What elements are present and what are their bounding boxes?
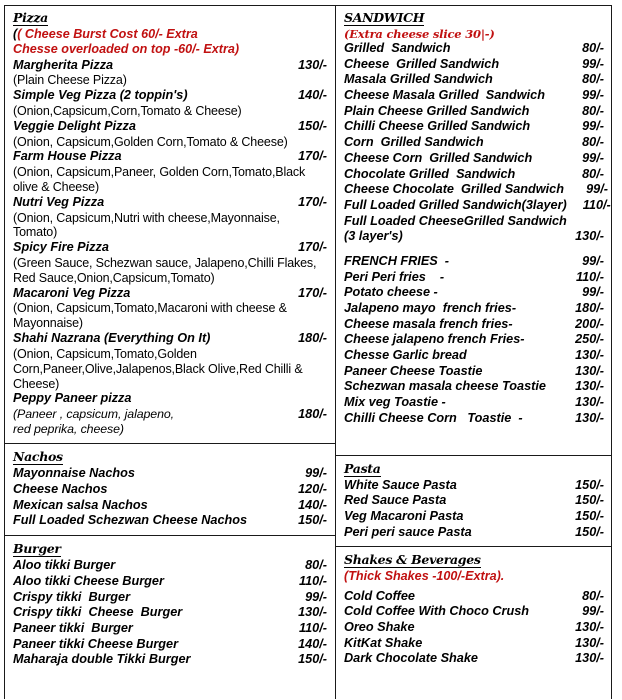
item-name: Oreo Shake <box>344 620 415 634</box>
item-price: 99/- <box>582 604 604 619</box>
sandwich-note: (Extra cheese slice 30|-) <box>344 27 495 41</box>
menu-item <box>13 574 327 590</box>
menu-item <box>344 620 604 636</box>
item-price: 170/- <box>298 240 327 255</box>
item-price: 130/- <box>298 57 327 72</box>
item-name: Mexican salsa Nachos <box>13 497 148 512</box>
item-price: 150/- <box>575 524 604 539</box>
item-name: Jalapeno mayo french fries- <box>344 301 517 316</box>
menu-item <box>13 286 327 302</box>
item-price: 80/- <box>582 135 604 150</box>
item-price: 110/- <box>576 269 604 284</box>
item-description: (Paneer , capsicum, jalapeno, <box>13 407 175 422</box>
menu-item <box>344 182 608 198</box>
peppy-paneer-description-row <box>13 407 327 422</box>
item-name: Peri peri sauce Pasta <box>344 524 472 539</box>
item-name: Crispy tikki Cheese Burger <box>13 605 183 620</box>
item-name: Chilli Cheese Grilled Sandwich <box>344 119 531 134</box>
item-price: 130/- <box>575 379 604 394</box>
menu-item <box>344 525 604 541</box>
item-price: 99/- <box>305 466 327 481</box>
item-price: 110/- <box>299 620 327 635</box>
item-name: Cheese Masala Grilled Sandwich <box>344 88 545 103</box>
item-name: Mayonnaise Nachos <box>13 466 135 481</box>
spacer <box>344 427 604 453</box>
item-price: 99/- <box>582 119 604 134</box>
item-price: 130/- <box>575 229 604 244</box>
item-price: 150/- <box>575 508 604 523</box>
item-price: 80/- <box>582 166 604 181</box>
menu-item-full-loaded-cheese <box>344 214 604 230</box>
menu-item <box>13 195 327 211</box>
menu-item <box>344 317 604 333</box>
item-price: 150/- <box>298 513 327 528</box>
spacer <box>13 529 327 533</box>
item-price: 110/- <box>582 197 611 212</box>
item-price: 99/- <box>582 253 604 268</box>
menu-item <box>344 379 604 395</box>
menu-item <box>13 240 327 256</box>
item-price: 180/- <box>298 331 327 346</box>
item-name: Peri Peri fries - <box>344 269 445 284</box>
item-name: Cold Coffee With Choco Crush <box>344 604 530 619</box>
menu-item <box>13 621 327 637</box>
item-name: Chesse Garlic bread <box>344 348 467 363</box>
menu-item <box>13 88 327 104</box>
item-price: 130/- <box>575 363 604 378</box>
menu-item <box>13 558 327 574</box>
menu-item <box>13 149 327 165</box>
item-name: Aloo tikki Burger <box>13 558 116 573</box>
menu-item <box>344 135 604 151</box>
item-name: Dark Chocolate Shake <box>344 651 478 666</box>
item-price: 120/- <box>298 482 327 497</box>
item-name: White Sauce Pasta <box>344 477 457 492</box>
item-name: Cheese Grilled Sandwich <box>344 56 500 71</box>
item-price: 250/- <box>575 332 604 347</box>
item-name: Aloo tikki Cheese Burger <box>13 573 164 588</box>
item-price: 130/- <box>575 395 604 410</box>
spacer <box>13 437 327 441</box>
section-heading-shakes: Shakes & Beverages <box>344 552 481 568</box>
item-name: Chilli Cheese Corn Toastie - <box>344 410 523 425</box>
item-price: 150/- <box>298 118 327 133</box>
item-name: Spicy Fire Pizza <box>13 240 109 255</box>
menu-item-full-loaded-cheese-cont <box>344 229 604 245</box>
right-column <box>335 5 612 669</box>
menu-item <box>13 119 327 135</box>
item-name: Paneer tikki Cheese Burger <box>13 636 179 651</box>
item-price: 170/- <box>298 194 327 209</box>
section-heading-pasta: Pasta <box>344 460 381 476</box>
item-name: Peppy Paneer pizza <box>13 391 132 406</box>
menu-item <box>13 331 327 347</box>
item-name: Cheese Nachos <box>13 482 108 497</box>
item-name: Cheese Corn Grilled Sandwich <box>344 150 533 165</box>
section-burger <box>4 535 335 670</box>
item-name: Potato cheese - <box>344 285 438 300</box>
item-name: Cheese jalapeno french Fries- <box>344 332 525 347</box>
item-description: (Green Sauce, Schezwan sauce, Jalapeno,Chilli Flakes, Red Sauce,Onion,Capsicum,Tomato) <box>13 255 317 285</box>
item-price: 80/- <box>582 72 604 87</box>
menu-item <box>13 637 327 653</box>
item-name: Crispy tikki Burger <box>13 589 131 604</box>
shakes-note: (Thick Shakes -100/-Extra). <box>344 569 505 584</box>
menu-item <box>13 513 327 529</box>
item-name: Full Loaded Grilled Sandwich(3layer) <box>344 197 567 212</box>
item-name: Full Loaded CheeseGrilled Sandwich <box>344 213 567 228</box>
menu-item <box>344 411 604 427</box>
item-description: (Onion, Capsicum,Nutri with cheese,Mayonnaise, Tomato) <box>13 210 280 240</box>
menu-item <box>344 197 611 214</box>
item-price: 99/- <box>582 150 604 165</box>
menu-item <box>344 88 604 104</box>
menu-item <box>344 651 604 667</box>
section-sandwich <box>335 5 612 455</box>
item-name: Veg Macaroni Pasta <box>344 508 464 523</box>
menu-item <box>344 151 604 167</box>
item-name: Corn Grilled Sandwich <box>344 135 484 150</box>
item-price: 150/- <box>298 652 327 667</box>
menu-item <box>13 652 327 668</box>
menu-item <box>344 301 604 317</box>
menu-item <box>344 167 604 183</box>
item-price: 150/- <box>575 493 604 508</box>
menu-item <box>344 119 604 135</box>
item-name: Margherita Pizza <box>13 57 114 72</box>
item-description: (Onion,Capsicum,Corn,Tomato & Cheese) <box>13 103 242 118</box>
item-name-cont: (3 layer's) <box>344 229 403 244</box>
item-price: 80/- <box>582 41 604 56</box>
menu-item <box>344 348 604 364</box>
menu-item <box>13 482 327 498</box>
item-name: Schezwan masala cheese Toastie <box>344 379 546 394</box>
item-name: Plain Cheese Grilled Sandwich <box>344 103 530 118</box>
item-name: Nutri Veg Pizza <box>13 194 105 209</box>
item-name: Full Loaded Schezwan Cheese Nachos <box>13 513 248 528</box>
menu-item <box>344 604 604 620</box>
menu-item <box>344 493 604 509</box>
item-name: Paneer Cheese Toastie <box>344 363 483 378</box>
spacer <box>344 245 604 254</box>
item-name: Masala Grilled Sandwich <box>344 72 493 87</box>
section-heading-nachos: Nachos <box>13 449 63 465</box>
menu-item <box>344 254 604 270</box>
item-price: 110/- <box>299 573 327 588</box>
menu-item <box>344 285 604 301</box>
section-heading-burger: Burger <box>13 541 61 557</box>
menu-item <box>344 509 604 525</box>
spacer <box>344 540 604 544</box>
item-name: Cheese Chocolate Grilled Sandwich <box>344 182 564 197</box>
menu-item <box>13 466 327 482</box>
menu-item <box>344 57 604 73</box>
item-description: (Onion, Capsicum,Tomato,Golden Corn,Paneer,Olive,Jalapenos,Black Olive,Red Chilli & Cheese) <box>13 346 303 391</box>
item-price: 150/- <box>575 477 604 492</box>
item-description: (Onion, Capsicum,Paneer, Golden Corn,Tomato,Black olive & Cheese) <box>13 165 306 194</box>
item-description-cont: red peprika, cheese) <box>13 422 124 437</box>
item-name: Maharaja double Tikki Burger <box>13 652 191 667</box>
item-price: 99/- <box>582 285 604 300</box>
menu-item <box>344 395 604 411</box>
menu-item <box>13 498 327 514</box>
item-price: 130/- <box>575 635 604 650</box>
item-name: FRENCH FRIES - <box>344 253 450 268</box>
menu-item <box>344 478 604 494</box>
item-price: 130/- <box>575 348 604 363</box>
menu-item <box>344 41 604 57</box>
menu-item <box>13 605 327 621</box>
item-name: Cold Coffee <box>344 588 415 603</box>
item-price: 170/- <box>298 149 327 164</box>
item-name: Farm House Pizza <box>13 149 122 164</box>
item-price: 130/- <box>298 605 327 620</box>
item-price: 99/- <box>305 589 327 604</box>
item-price: 170/- <box>298 285 327 300</box>
item-price: 80/- <box>582 588 604 603</box>
item-name: Red Sauce Pasta <box>344 493 447 508</box>
section-pasta <box>335 455 612 547</box>
item-name: Shahi Nazrana (Everything On It) <box>13 331 211 346</box>
item-name: Grilled Sandwich <box>344 41 451 56</box>
menu-item <box>13 590 327 606</box>
section-heading-sandwich: SANDWICH <box>344 10 425 25</box>
item-description: (Onion, Capsicum,Golden Corn,Tomato & Cheese) <box>13 134 288 149</box>
item-price: 140/- <box>298 636 327 651</box>
item-price: 99/- <box>582 56 604 71</box>
item-name: Chocolate Grilled Sandwich <box>344 166 516 181</box>
menu-item <box>344 72 604 88</box>
item-name: Simple Veg Pizza (2 toppin's) <box>13 88 188 103</box>
item-name: Veggie Delight Pizza <box>13 118 136 133</box>
menu-item <box>344 332 604 348</box>
item-description: (Onion, Capsicum,Tomato,Macaroni with cheese & Mayonnaise) <box>13 301 287 331</box>
section-shakes-beverages <box>335 546 612 669</box>
menu-item <box>344 104 604 120</box>
item-description: (Plain Cheese Pizza) <box>13 73 127 88</box>
item-price: 200/- <box>575 316 604 331</box>
menu-item <box>344 364 604 380</box>
menu-item <box>344 589 604 605</box>
left-column <box>4 5 335 670</box>
item-price: 130/- <box>575 410 604 425</box>
item-price: 180/- <box>298 407 327 422</box>
item-price: 99/- <box>582 88 604 103</box>
pizza-note-line-1: (( Cheese Burst Cost 60/- Extra <box>13 27 198 41</box>
item-price: 130/- <box>575 651 604 666</box>
item-name: Paneer tikki Burger <box>13 620 133 635</box>
item-price: 140/- <box>298 88 327 103</box>
menu-item <box>344 270 604 286</box>
item-name: Macaroni Veg Pizza <box>13 285 131 300</box>
item-name: Cheese masala french fries- <box>344 316 513 331</box>
menu-item <box>344 636 604 652</box>
item-price: 180/- <box>575 301 604 316</box>
item-name: Mix veg Toastie - <box>344 395 446 410</box>
item-price: 130/- <box>575 620 604 634</box>
item-name: KitKat Shake <box>344 635 423 650</box>
pizza-note-line-2: Chesse overloaded on top -60/- Extra) <box>13 42 240 57</box>
item-price: 80/- <box>305 558 327 573</box>
menu-item <box>13 58 327 74</box>
item-price: 80/- <box>582 103 604 118</box>
section-nachos <box>4 443 335 535</box>
section-pizza <box>4 5 335 443</box>
item-price: 140/- <box>298 497 327 512</box>
menu-item-peppy-paneer <box>13 391 327 407</box>
section-heading-pizza: Pizza <box>13 10 48 25</box>
item-price: 99/- <box>586 182 608 197</box>
